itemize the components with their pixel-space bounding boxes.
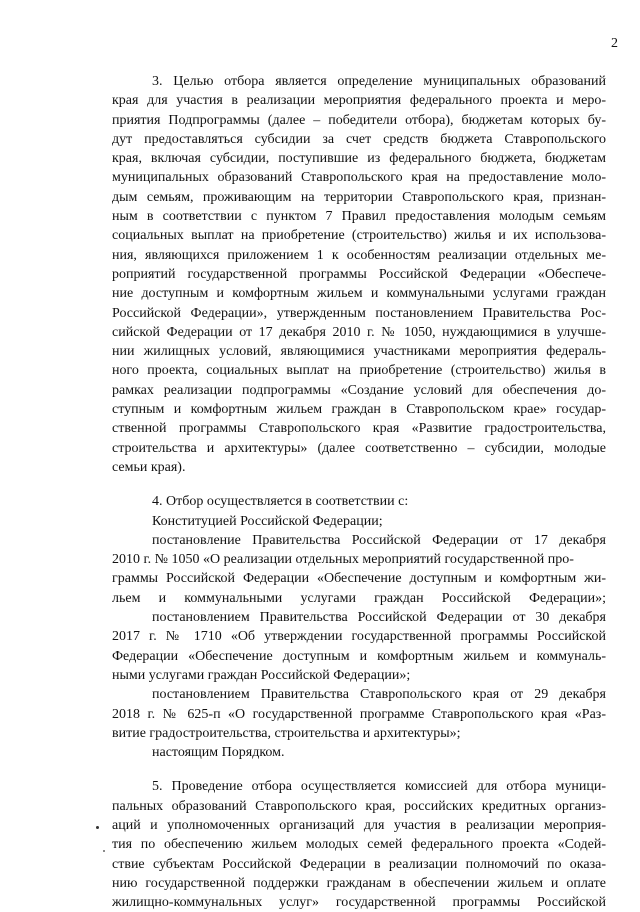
text-line: ными услугами граждан Российской Федерации»; — [112, 667, 411, 683]
text-line: строительства и архитектуры» (далее соответственно – субсидии, молодые — [112, 440, 606, 456]
text-line: аций и уполномоченных организаций для участия в реализации мероприя- — [112, 817, 606, 833]
text-line: жилищно-коммунальных услуг» государственной программы Российской — [112, 895, 606, 911]
text-line: граммы Российской Федерации «Обеспечение доступным и комфортным жи- — [112, 571, 606, 587]
text-line: льем и коммунальными услугами граждан Российской Федерации»; — [112, 590, 606, 606]
text-line: витие градостроительства, строительства и архитектуры»; — [112, 725, 461, 741]
scan-mark — [103, 850, 105, 852]
text-line: Федерации «Обеспечение доступным и комфортным жильем и коммуналь- — [112, 648, 606, 664]
scan-mark — [96, 826, 99, 829]
text-line: пальных образований Ставропольского края, российских кредитных организ- — [112, 798, 606, 814]
document-body — [112, 72, 606, 912]
text-line: Конституцией Российской Федерации; — [152, 513, 383, 529]
text-line: тия по обеспечению жильем молодых семей федерального проекта «Содей- — [112, 837, 606, 853]
page-number: 2 — [611, 36, 618, 51]
text-line: постановление Правительства Российской Федерации от 17 декабря — [152, 532, 606, 548]
text-line: роприятий государственной программы Российской Федерации «Обеспече- — [112, 266, 606, 282]
text-line: муниципальных образований Ставропольского края на предоставление моло- — [112, 170, 606, 186]
text-line: постановлением Правительства Ставропольского края от 29 декабря — [152, 687, 606, 703]
paragraph-gap — [112, 477, 606, 492]
paragraph-gap — [112, 762, 606, 777]
text-line: края, включая субсидии, поступившие из федерального бюджета, бюджетам — [112, 151, 606, 167]
text-line: Российской Федерации», утвержденным постановлением Правительства Рос- — [112, 305, 606, 321]
text-line: ного проекта, социальных выплат на приобретение (строительство) жилья в — [112, 363, 606, 379]
text-line: нию государственной поддержки гражданам в обеспечении жильем и оплате — [112, 875, 606, 891]
text-line: края для участия в реализации мероприятия федерального проекта и меро- — [112, 93, 606, 109]
paragraph-3 — [112, 72, 606, 477]
paragraph-5 — [112, 777, 606, 912]
text-line: 2018 г. № 625-п «О государственной программе Ставропольского края «Раз- — [112, 706, 606, 722]
text-line: постановлением Правительства Российской Федерации от 30 декабря — [152, 610, 606, 626]
text-line: сийской Федерации от 17 декабря 2010 г. № 1050, нуждающимися в улучше- — [112, 324, 606, 340]
text-line: 3. Целью отбора является определение муниципальных образований — [152, 74, 606, 89]
text-line: ствие субъектам Российской Федерации в реализации полномочий по оказа- — [112, 856, 606, 872]
paragraph-4 — [112, 492, 606, 762]
text-line: семьи края). — [112, 459, 186, 475]
text-line: приятия Подпрограммы (далее – победители отбора), бюджетам которых бу- — [112, 112, 606, 128]
text-line: ступным и комфортным жильем граждан в Ставропольском крае» государ- — [112, 402, 606, 418]
text-line: рамках реализации подпрограммы «Создание условий для обеспечения до- — [112, 382, 606, 398]
text-line: ние доступным и комфортным жильем и коммунальными услугами граждан — [112, 286, 606, 302]
text-line: ственной программы Ставропольского края «Развитие градостроительства, — [112, 421, 606, 437]
text-line: нии жилищных условий, являющимися участниками мероприятия федераль- — [112, 344, 606, 360]
text-line: 2010 г. № 1050 «О реализации отдельных мероприятий государственной про- — [112, 552, 574, 568]
text-line: ния, являющихся приложением 1 к особенностям реализации отдельных ме- — [112, 247, 606, 263]
text-line: дут предоставляться субсидии за счет средств бюджета Ставропольского — [112, 131, 606, 147]
text-line: социальных выплат на приобретение (строительство) жилья и их использова- — [112, 228, 606, 244]
text-line: 2017 г. № 1710 «Об утверждении государственной программы Российской — [112, 629, 606, 645]
text-line: ным в соответствии с пунктом 7 Правил предоставления молодым семьям — [112, 209, 606, 225]
text-line: 4. Отбор осуществляется в соответствии с: — [152, 494, 409, 510]
text-line: настоящим Порядком. — [152, 745, 285, 761]
text-line: 5. Проведение отбора осуществляется комиссией для отбора муници- — [152, 779, 606, 795]
text-line: дым семьям, проживающим на территории Ставропольского края, признан- — [112, 189, 606, 205]
